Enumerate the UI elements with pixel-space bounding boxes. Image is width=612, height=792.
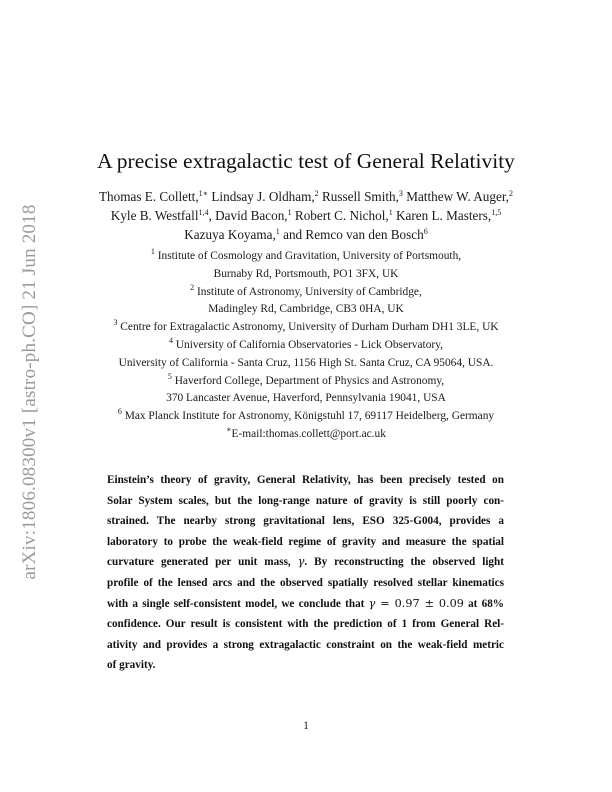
affiliation-line [60, 390, 552, 408]
paper-title: A precise extragalactic test of General Relativity [97, 149, 515, 173]
affiliation-line [60, 319, 552, 337]
affiliation-sup: 5 [167, 371, 172, 381]
affiliation-sup: 2 [190, 282, 195, 292]
affiliation-line [60, 301, 552, 319]
abstract-text: . By reconstructing the observed light [304, 556, 504, 569]
author-list [60, 187, 552, 244]
author-name: , David Bacon, [208, 208, 288, 223]
author-affil-sup: 6 [423, 227, 428, 236]
affiliation-sup: 4 [168, 335, 173, 345]
affiliation-sup: 3 [113, 318, 118, 328]
abstract-line [107, 594, 504, 615]
affiliation-text: University of California Observatories - Lick Observatory, [172, 338, 444, 351]
abstract-line: Solar System scales, but the long-range nature of gravity is still poorly con- [107, 494, 504, 507]
affiliation-sup: 1 [150, 247, 155, 256]
affiliation-line [60, 408, 552, 426]
affiliation-text: Centre for Extragalactic Astronomy, University of Durham Durham DH1 3LE, UK [117, 321, 499, 334]
author-name: Russell Smith, [318, 189, 399, 204]
abstract-text: at 68% [463, 597, 504, 610]
corresponding-author-sup: ∗ [226, 424, 232, 434]
affiliation-line [60, 284, 552, 302]
affiliation-text: University of California - Santa Cruz, 1156 High St. Santa Cruz, CA 95064, USA. [118, 356, 494, 369]
author-affil-sup: 2 [508, 189, 513, 198]
abstract-text: curvature generated per unit mass, [107, 556, 298, 569]
abstract-line: Einstein’s theory of gravity, General Relativity, has been precisely tested on [107, 474, 504, 486]
abstract-line: confidence. Our result is consistent with the prediction of 1 from General Rel- [107, 618, 504, 631]
author-affil-sup: 1,4 [198, 208, 209, 217]
affiliation-text: Institute of Cosmology and Gravitation, University of Portsmouth, [154, 250, 462, 262]
gamma-value-equation: = 0.97 ± 0.09 [375, 596, 464, 610]
affiliation-text: Burnaby Rd, Portsmouth, PO1 3FX, UK [213, 267, 399, 280]
email-line [60, 426, 552, 444]
author-name: Karen L. Masters, [392, 208, 492, 223]
affiliation-line [60, 355, 552, 373]
abstract-line: laboratory to probe the weak-field regime of gravity and measure the spatial [107, 535, 504, 548]
affiliation-list [60, 248, 552, 444]
abstract-line: of gravity. [107, 659, 156, 672]
author-name: Thomas E. Collett, [99, 189, 199, 204]
author-name: Matthew W. Auger, [402, 189, 509, 204]
author-affil-sup: 1 [275, 227, 280, 236]
abstract-line [107, 552, 504, 573]
affiliation-sup: 6 [117, 407, 122, 417]
author-affil-sup: 3 [398, 189, 403, 198]
gamma-symbol: γ [297, 555, 305, 569]
author-line-1 [60, 187, 552, 206]
author-name: Kazuya Koyama, [184, 227, 276, 242]
page-number: 1 [303, 720, 309, 732]
affiliation-text: Madingley Rd, Cambridge, CB3 0HA, UK [208, 303, 404, 316]
author-name: Kyle B. Westfall [110, 208, 199, 223]
affiliation-line [60, 337, 552, 355]
author-affil-sup: 1 [388, 208, 393, 217]
gamma-symbol: γ [368, 596, 376, 610]
abstract-line: profile of the lensed arcs and the observed spatially resolved stellar kinematics [107, 576, 504, 589]
affiliation-text: 370 Lancaster Avenue, Haverford, Pennsylvania 19041, USA [166, 392, 446, 405]
author-line-3 [60, 225, 552, 244]
arxiv-identifier-stamp [8, 190, 52, 594]
author-affil-sup: 1 [287, 208, 292, 217]
author-line-2 [60, 206, 552, 225]
author-affil-sup: 2 [314, 189, 319, 198]
abstract-text: with a single self-consistent model, we conclude that [107, 597, 369, 610]
affiliation-text: Institute of Astronomy, University of Cambridge, [194, 285, 422, 298]
author-affil-sup: 1,5 [491, 208, 502, 217]
arxiv-id-text[interactable]: arXiv:1806.08300v1 [astro-ph.CO] 21 Jun 2018 [19, 204, 40, 580]
affiliation-text: Max Planck Institute for Astronomy, Königstuhl 17, 69117 Heidelberg, Germany [121, 410, 495, 423]
affiliation-line [60, 373, 552, 391]
abstract [107, 470, 504, 676]
email-address[interactable]: E-mail:thomas.collett@port.ac.uk [231, 427, 386, 440]
author-name: Lindsay J. Oldham, [208, 189, 315, 204]
author-name: Robert C. Nichol, [291, 208, 389, 223]
abstract-line: strained. The nearby strong gravitational lens, ESO 325-G004, provides a [107, 515, 504, 528]
author-name: and Remco van den Bosch [279, 227, 424, 242]
affiliation-text: Haverford College, Department of Physics and Astronomy, [171, 374, 445, 387]
affiliation-line [60, 248, 552, 266]
author-affil-sup: 1∗ [198, 189, 209, 198]
abstract-line: ativity and provides a strong extragalactic constraint on the weak-field metric [107, 638, 504, 651]
affiliation-line [60, 266, 552, 284]
